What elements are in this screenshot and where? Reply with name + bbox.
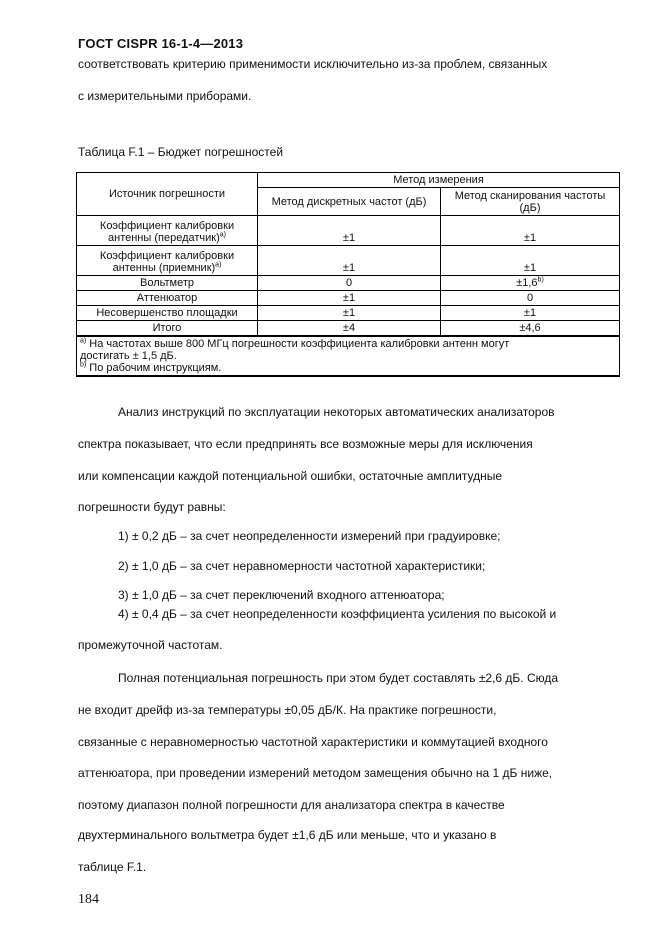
para1-line-3: или компенсации каждой потенциальной ошибки, остаточные амплитудные (78, 469, 502, 483)
row-value-discrete: ±1 (258, 306, 441, 321)
discrete-method-header: Метод дискретных частот (дБ) (258, 188, 441, 216)
para2-line-5: поэтому диапазон полной погрешности для анализатора спектра в качестве (78, 798, 505, 812)
table-notes (77, 336, 620, 376)
row-value-scan: ±1 (441, 216, 620, 246)
method-header: Метод измерения (258, 173, 620, 188)
table-row (77, 306, 620, 321)
note-b: $^{b)}$ По рабочим инструкциям. (80, 361, 222, 374)
para2-line-4: аттенюатора, при проведении измерений методом замещения обычно на 1 дБ ниже, (78, 766, 553, 780)
source-column-header: Источник погрешности (77, 173, 258, 216)
row-value-discrete: 0 (258, 276, 441, 291)
note-a-continued: достигать ± 1,5 дБ. (80, 350, 177, 362)
table-notes-row (77, 336, 620, 376)
row-value-scan: $\pm 1,6^{b)}$ (441, 276, 620, 291)
table-row (77, 246, 620, 276)
table-row-total (77, 321, 620, 337)
row-source: Коэффициент калибровки антенны (приемник)$^{a)}$ (77, 246, 258, 276)
table-row (77, 291, 620, 306)
row-value-discrete: ±1 (258, 216, 441, 246)
row-source: Итого (77, 321, 258, 337)
list-item-4-continued: промежуточной частотам. (78, 638, 223, 652)
row-value-scan: 0 (441, 291, 620, 306)
row-value-scan: ±1 (441, 246, 620, 276)
scan-method-header: Метод сканирования частоты (дБ) (441, 188, 620, 216)
para1-line-1: Анализ инструкций по эксплуатации некоторых автоматических анализаторов (118, 405, 555, 419)
table-caption: Таблица F.1 – Бюджет погрешностей (78, 145, 284, 159)
list-item-1: 1) ± 0,2 дБ – за счет неопределенности измерений при градуировке; (118, 529, 501, 543)
row-source: Аттенюатор (77, 291, 258, 306)
para1-line-4: погрешности будут равны: (78, 500, 226, 514)
row-value-discrete: ±1 (258, 246, 441, 276)
list-item-4: 4) ± 0,4 дБ – за счет неопределенности коэффициента усиления по высокой и (118, 607, 557, 621)
row-value-discrete: ±4 (258, 321, 441, 337)
para2-line-1: Полная потенциальная погрешность при этом будет составлять ±2,6 дБ. Сюда (118, 671, 559, 685)
intro-line-2: с измерительными приборами. (78, 89, 252, 103)
page-number: 184 (78, 892, 99, 907)
row-value-scan: ±1 (441, 306, 620, 321)
table-row (77, 276, 620, 291)
table-row (77, 216, 620, 246)
uncertainty-budget-table (76, 172, 620, 377)
para2-line-7: таблице F.1. (78, 860, 147, 874)
list-item-3: 3) ± 1,0 дБ – за счет переключений входного аттенюатора; (118, 588, 445, 602)
intro-line-1: соответствовать критерию применимости исключительно из-за проблем, связанных (78, 57, 548, 71)
document-header: ГОСТ CISPR 16-1-4—2013 (78, 36, 244, 51)
row-value-discrete: ±1 (258, 291, 441, 306)
row-source: Вольтметр (77, 276, 258, 291)
para2-line-3: связанные с неравномерностью частотной характеристики и коммутацией входного (78, 735, 548, 749)
note-a: $^{a)}$ На частотах выше 800 МГц погрешности коэффициента калибровки антенн могут (80, 337, 510, 350)
row-value-scan: ±4,6 (441, 321, 620, 337)
para1-line-2: спектра показывает, что если предпринять все возможные меры для исключения (78, 437, 533, 451)
row-source: Коэффициент калибровки антенны (передатчик)$^{a)}$ (77, 216, 258, 246)
list-item-2: 2) ± 1,0 дБ – за счет неравномерности частотной характеристики; (118, 559, 486, 573)
para2-line-6: двухтерминального вольтметра будет ±1,6 дБ или меньше, что и указано в (78, 828, 497, 842)
para2-line-2: не входит дрейф из-за температуры ±0,05 дБ/К. На практике погрешности, (78, 703, 497, 717)
row-source: Несовершенство площадки (77, 306, 258, 321)
